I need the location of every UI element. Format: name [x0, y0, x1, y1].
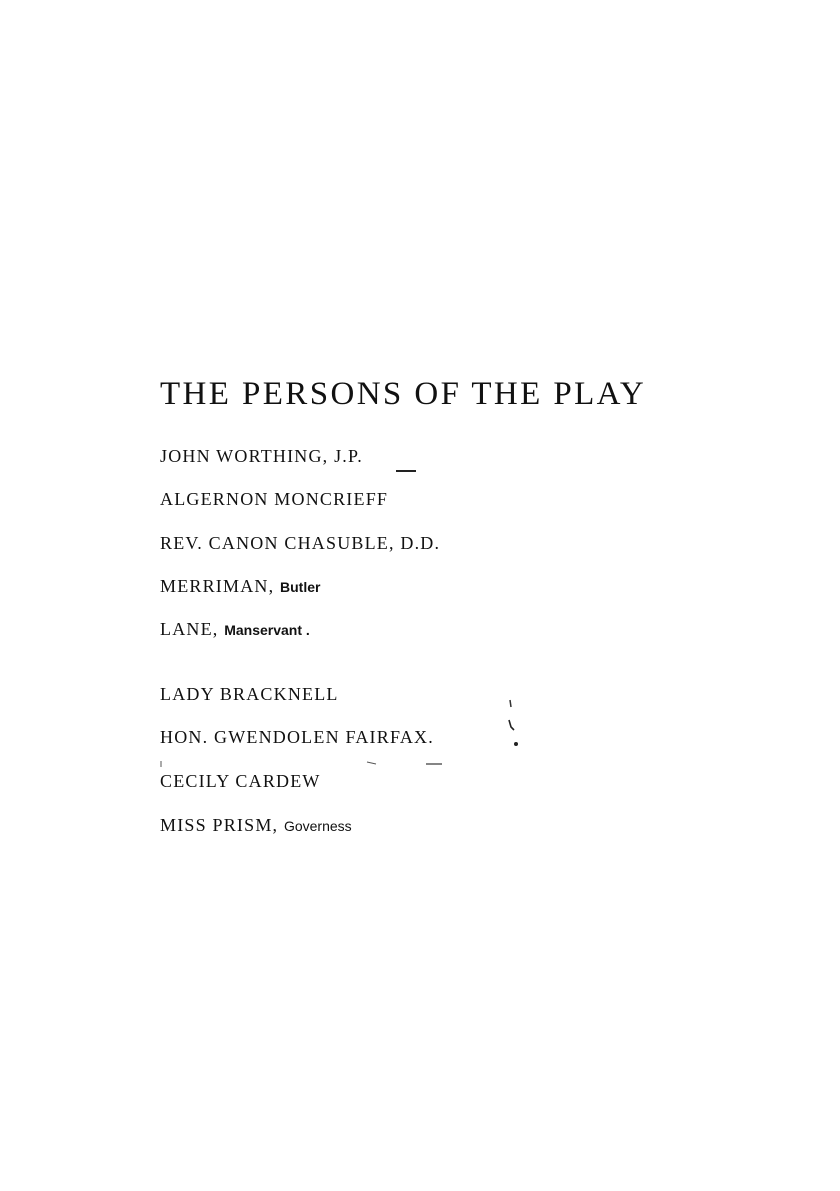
person-name: HON. GWENDOLEN FAIRFAX. — [160, 727, 434, 747]
person-name: MERRIMAN, — [160, 576, 275, 596]
person-role: Butler — [280, 579, 321, 595]
pen-dot-mark — [514, 742, 518, 746]
person-name: LANE, — [160, 619, 219, 639]
person-role: Manservant . — [224, 622, 310, 638]
pen-stray-mark — [367, 762, 376, 764]
person-name: LADY BRACKNELL — [160, 684, 339, 704]
person-name: MISS PRISM, — [160, 815, 279, 835]
person-name: REV. CANON CHASUBLE, D.D. — [160, 533, 441, 553]
person-name: CECILY CARDEW — [160, 771, 321, 791]
pen-stroke-mark — [509, 720, 514, 730]
person-name: JOHN WORTHING, J.P. — [160, 446, 363, 466]
page-title: THE PERSONS OF THE PLAY — [160, 376, 647, 412]
pen-tick-mark — [510, 700, 511, 707]
person-name: ALGERNON MONCRIEFF — [160, 489, 389, 509]
person-role: Governess — [283, 818, 352, 834]
